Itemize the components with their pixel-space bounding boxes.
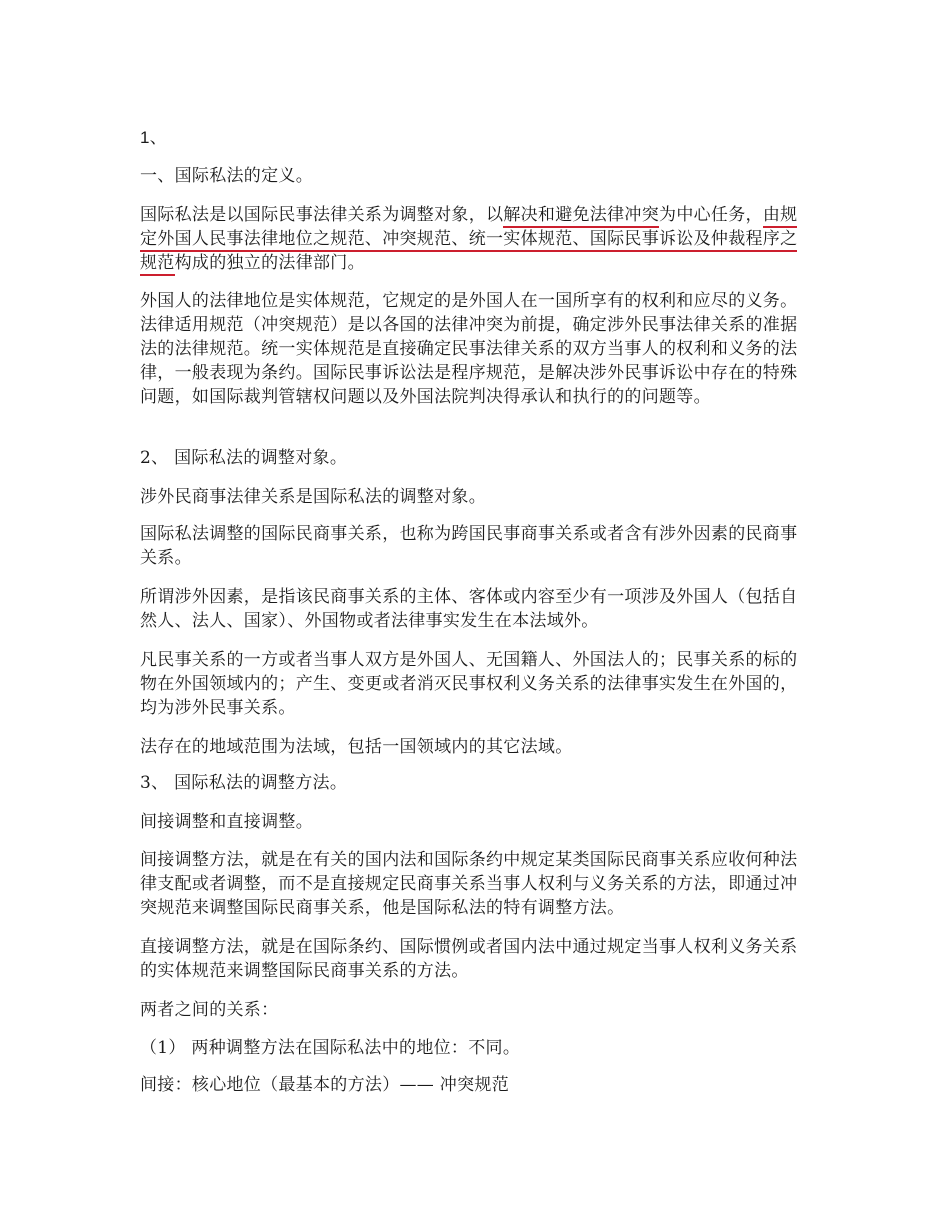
section2-title: 2、 国际私法的调整对象。 [140, 448, 348, 468]
heading-number: 1、 [140, 128, 168, 147]
definition-underline-2: 由规定外国人民事法律地位之规范、冲突规范、统一实体规范、国际民事诉讼及仲裁程序之规范 [140, 205, 797, 276]
definition-paragraph [140, 203, 812, 275]
definition-lead: 国际私法是以国际民事法律关系为调整对象，以 [140, 205, 504, 225]
where-paragraph: 凡民事关系的一方或者当事人双方是外国人、无国籍人、外国法人的；民事关系的标的物在外国领域内的；产生、变更或者消灭民事权利义务关系的法律事实发生在外国的，均为涉外民事关系。 [140, 650, 798, 718]
direct-paragraph: 直接调整方法，就是在国际条约、国际惯例或者国内法中通过规定当事人权利义务关系的实体规范来调整国际民商事关系的方法。 [140, 937, 798, 981]
section3-title: 3、 国际私法的调整方法。 [140, 773, 348, 793]
domain-paragraph: 法存在的地域范围为法域，包括一国领域内的其它法域。 [140, 737, 573, 757]
definition-tail: 构成的独立的法律部门。 [174, 253, 365, 273]
indirect-core-paragraph: 间接：核心地位（最基本的方法）—— 冲突规范 [140, 1075, 510, 1095]
methods-paragraph: 间接调整和直接调整。 [140, 812, 313, 832]
between-paragraph: 两者之间的关系： [140, 1000, 279, 1020]
factor-paragraph: 所谓涉外因素，是指该民商事关系的主体、客体或内容至少有一项涉及外国人（包括自然人、法人、国家）、外国物或者法律事实发生在本法域外。 [140, 587, 798, 631]
indirect-paragraph: 间接调整方法，就是在有关的国内法和国际条约中规定某类国际民商事关系应收何种法律支配或者调整，而不是直接规定民商事关系当事人权利与义务关系的方法，即通过冲突规范来调整国际民商事关系，他是国际私法的特有调整方法。 [140, 850, 798, 918]
relation-paragraph: 国际私法调整的国际民商事关系，也称为跨国民事商事关系或者含有涉外因素的民商事关系。 [140, 524, 798, 568]
definition-mid: 为中心任务， [659, 205, 763, 225]
definition-underline-1: 解决和避免法律冲突 [503, 205, 659, 228]
item1-paragraph: （1） 两种调整方法在国际私法中的地位：不同。 [140, 1038, 521, 1058]
object-paragraph: 涉外民商事法律关系是国际私法的调整对象。 [140, 487, 486, 507]
foreigner-paragraph: 外国人的法律地位是实体规范，它规定的是外国人在一国所享有的权利和应尽的义务。法律适用规范（冲突规范）是以各国的法律冲突为前提，确定涉外民事法律关系的准据法的法律规范。统一实体规范是直接确定民事法律关系的双方当事人的权利和义务的法律，一般表现为条约。国际民事诉讼法是程序规范，是解决涉外民事诉讼中存在的特殊问题，如国际裁判管辖权问题以及外国法院判决得承认和执行的的问题等。 [140, 291, 798, 407]
section1-title: 一、国际私法的定义。 [140, 166, 313, 186]
